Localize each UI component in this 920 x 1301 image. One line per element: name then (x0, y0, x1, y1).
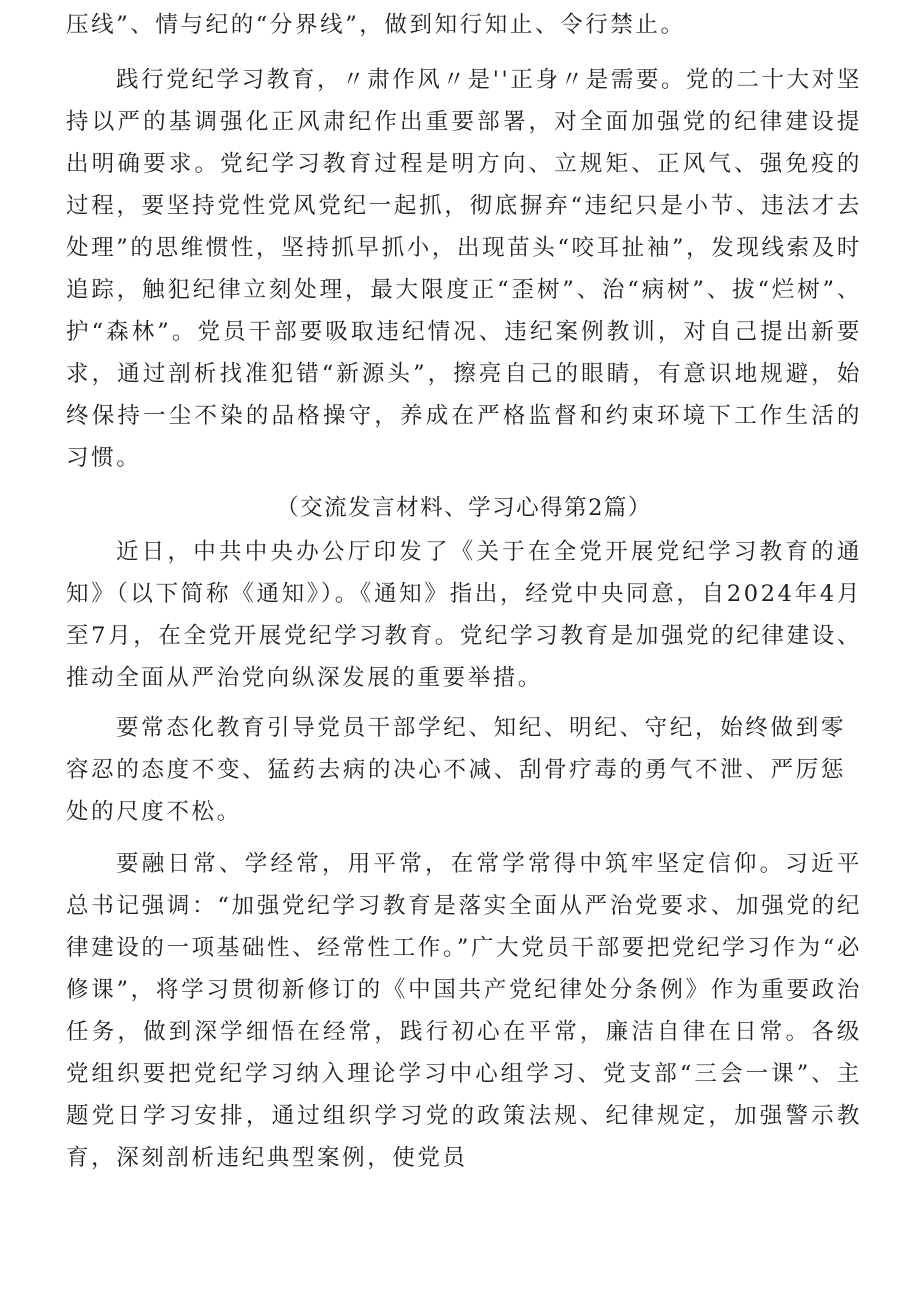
paragraph-notice: 近日，中共中央办公厅印发了《关于在全党开展党纪学习教育的通知》（以下简称《通知》）。《通知》指出，经党中央同意，自2024年4月至7月，在全党开展党纪学习教育。党纪学习教育是加强党的纪律建设、推动全面从严治党向纵深发展的重要举措。 (66, 539, 862, 691)
paragraph-continuation: 压线”、情与纪的“分界线”，做到知行知止、令行禁止。 (66, 12, 686, 38)
section-heading: （交流发言材料、学习心得第2篇） (276, 495, 652, 521)
paragraph-daily-study: 要融日常、学经常，用平常，在常学常得中筑牢坚定信仰。习近平总书记强调：“加强党纪学习教育是落实全面从严治党要求、加强党的纪律建设的一项基础性、经常性工作。”广大党员干部要把党纪学习作为“必修课”，将学习贯彻新修订的《中国共产党纪律处分条例》作为重要政治任务，做到深学细悟在经常，践行初心在平常，廉洁自律在日常。各级党组织要把党纪学习纳入理论学习中心组学习、党支部“三会一课”、主题党日学习安排，通过组织学习党的政策法规、纪律规定，加强警示教育，深刻剖析违纪典型案例，使党员 (66, 851, 862, 1171)
paragraph-discipline-study: 践行党纪学习教育，〃肃作风〃是''正身〃是需要。党的二十大对坚持以严的基调强化正风肃纪作出重要部署，对全面加强党的纪律建设提出明确要求。党纪学习教育过程是明方向、立规矩、正风气、强免疫的过程，要坚持党性党风党纪一起抓，彻底摒弃“违纪只是小节、违法才去处理”的思维惯性，坚持抓早抓小，出现苗头“咬耳扯袖”，发现线索及时追踪，触犯纪律立刻处理，最大限度正“歪树”、治“病树”、拔“烂树”、护“森林”。党员干部要吸取违纪情况、违纪案例教训，对自己提出新要求，通过剖析找准犯错“新源头”，擦亮自己的眼睛，有意识地规避，始终保持一尘不染的品格操守，养成在严格监督和约束环境下工作生活的习惯。 (66, 67, 862, 471)
document-body (66, 12, 862, 1179)
paragraph-zero-tolerance: 要常态化教育引导党员干部学纪、知纪、明纪、守纪，始终做到零容忍的态度不变、猛药去病的决心不减、刮骨疗毒的勇气不泄、严厉惩处的尺度不松。 (66, 715, 846, 825)
